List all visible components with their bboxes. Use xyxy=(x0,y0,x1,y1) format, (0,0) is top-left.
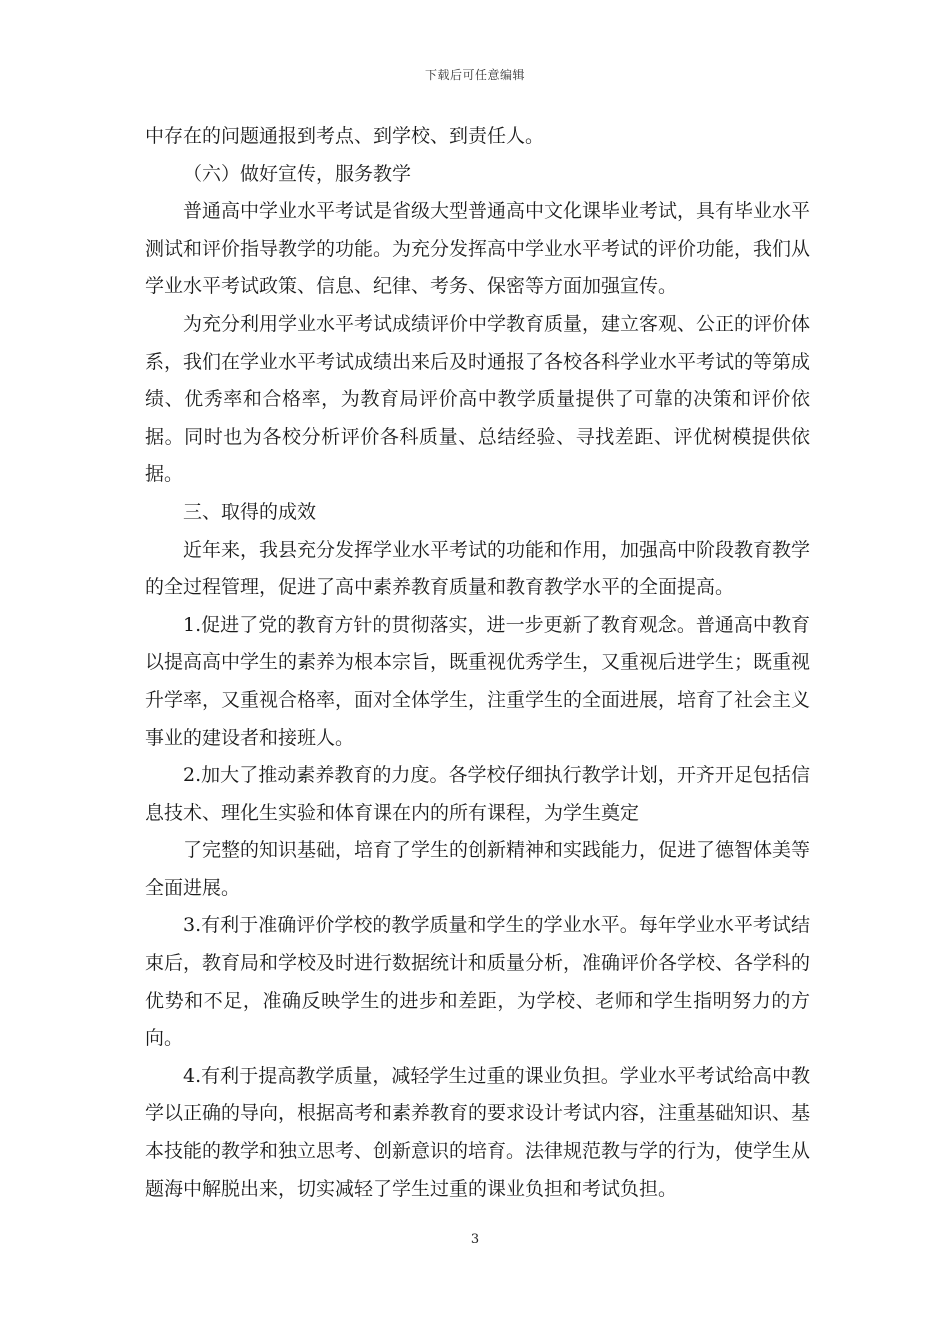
paragraph-3: 普通高中学业水平考试是省级大型普通高中文化课毕业考试，具有毕业水平测试和评价指导教学的功能。为充分发挥高中学业水平考试的评价功能，我们从学业水平考试政策、信息、纪律、考务、保密等方面加强宣传。 xyxy=(145,200,811,298)
paragraph-4: 为充分利用学业水平考试成绩评价中学教育质量，建立客观、公正的评价体系，我们在学业水平考试成绩出来后及时通报了各校各科学业水平考试的等第成绩、优秀率和合格率，为教育局评价高中教学质量提供了可靠的决策和评价依据。同时也为各校分析评价各科质量、总结经验、寻找差距、评优树模提供依据。 xyxy=(145,312,811,486)
list-item-2: 2.加大了推动素养教育的力度。各学校仔细执行教学计划，开齐开足包括信息技术、理化生实验和体育课在内的所有课程，为学生奠定 xyxy=(145,764,810,824)
list-item-3: 3.有利于准确评价学校的教学质量和学生的学业水平。每年学业水平考试结束后，教育局和学校及时进行数据统计和质量分析，准确评价各学校、各学科的优势和不足，准确反映学生的进步和差距，为学校、老师和学生指明努力的方向。 xyxy=(145,914,811,1050)
list-item-2-continued: 了完整的知识基础，培育了学生的创新精神和实践能力，促进了德智体美等全面进展。 xyxy=(145,839,811,899)
page-number: 3 xyxy=(470,1232,480,1247)
list-item-1: 1.促进了党的教育方针的贯彻落实，进一步更新了教育观念。普通高中教育以提高高中学生的素养为根本宗旨，既重视优秀学生，又重视后进学生；既重视升学率，又重视合格率，面对全体学生，注重学生的全面进展，培育了社会主义事业的建设者和接班人。 xyxy=(145,613,811,749)
paragraph-1: 中存在的问题通报到考点、到学校、到责任人。 xyxy=(145,125,545,147)
list-item-4: 4.有利于提高教学质量，减轻学生过重的课业负担。学业水平考试给高中教学以正确的导向，根据高考和素养教育的要求设计考试内容，注重基础知识、基本技能的教学和独立思考、创新意识的培育。法律规范教与学的行为，使学生从题海中解脱出来，切实减轻了学生过重的课业负担和考试负担。 xyxy=(145,1064,811,1200)
page-header-note: 下载后可任意编辑 xyxy=(424,68,525,82)
section-heading-publicity: （六）做好宣传，服务教学 xyxy=(183,162,412,185)
paragraph-6: 近年来，我县充分发挥学业水平考试的功能和作用，加强高中阶段教育教学的全过程管理，促进了高中素养教育质量和教育教学水平的全面提高。 xyxy=(145,538,811,599)
section-heading-results: 三、取得的成效 xyxy=(183,500,317,523)
document-body xyxy=(145,118,810,1208)
